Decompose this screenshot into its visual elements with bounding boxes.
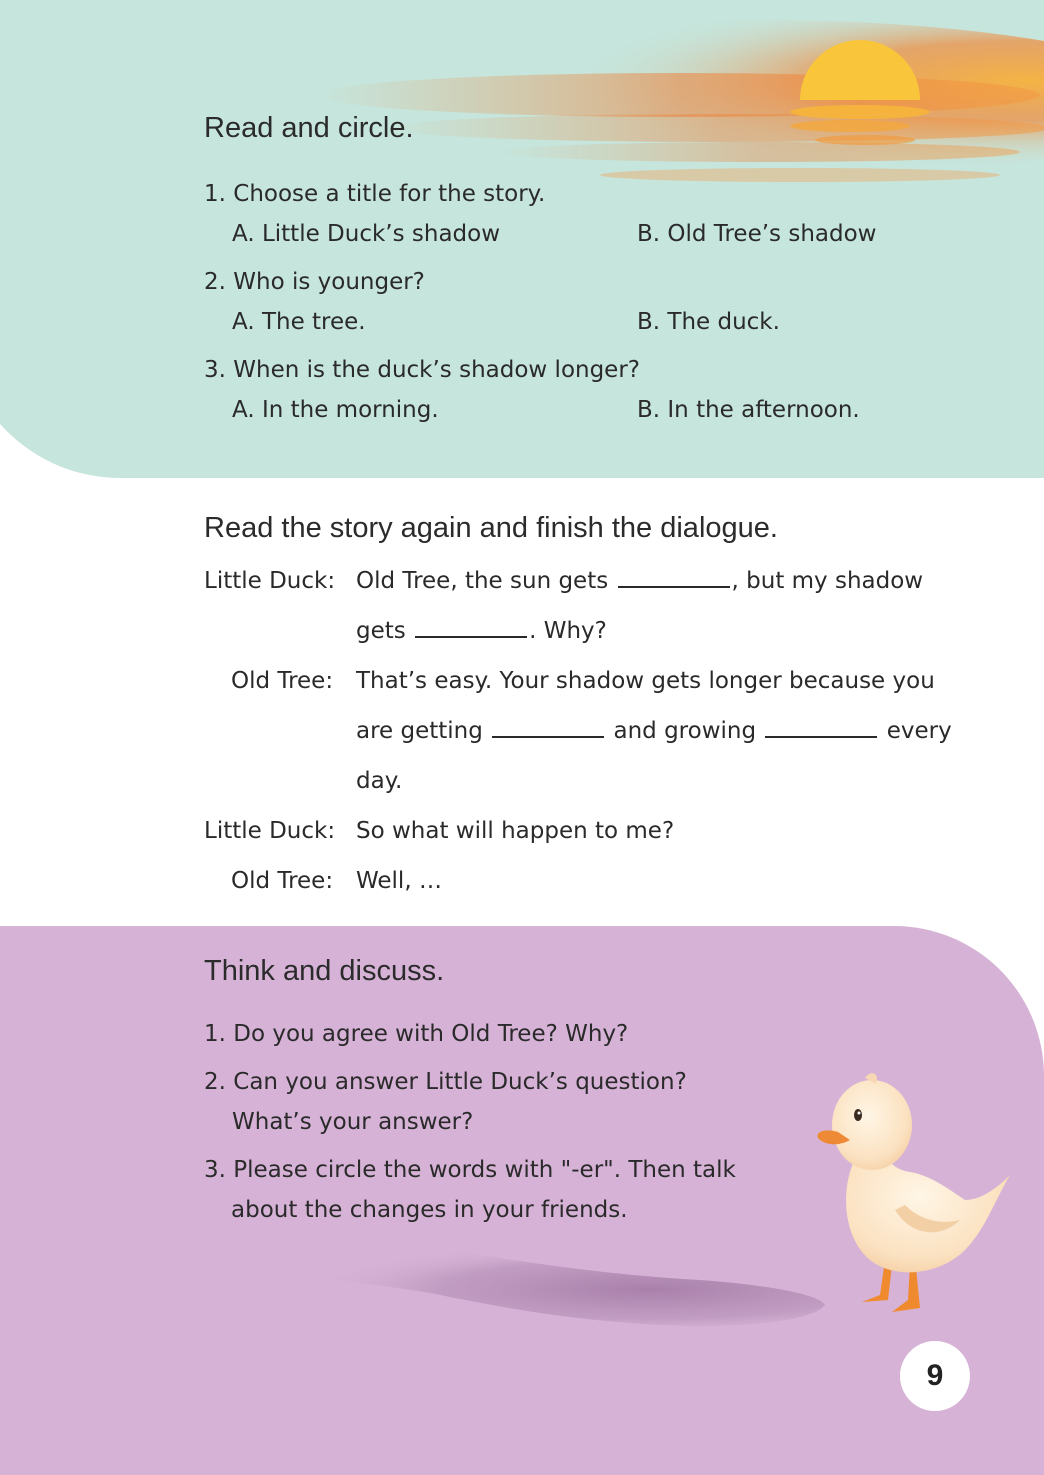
speaker-old-tree-2: Old Tree: [231, 868, 334, 894]
question-3-option-b[interactable]: B. In the afternoon. [637, 397, 860, 423]
duck-shadow-illustration [230, 1235, 830, 1335]
dialogue-line-7: Well, … [356, 868, 442, 894]
dialogue-line-5: day. [356, 768, 403, 794]
discuss-item-1: 1. Do you agree with Old Tree? Why? [204, 1021, 629, 1047]
page-number-badge [900, 1341, 970, 1411]
dialogue-line-1 [356, 566, 923, 596]
discuss-item-3: 3. Please circle the words with "-er". Then talk [204, 1157, 736, 1183]
dialogue-text: . Why? [529, 618, 607, 644]
dialogue-text: and growing [613, 718, 757, 744]
sunset-illustration [0, 0, 1044, 260]
think-and-discuss-heading: Think and discuss. [204, 955, 445, 987]
dialogue-heading: Read the story again and finish the dialogue. [204, 512, 778, 544]
discuss-item-2-cont: What’s your answer? [232, 1109, 474, 1135]
dialogue-text: are getting [356, 718, 483, 744]
dialogue-text: Old Tree, the sun gets [356, 568, 609, 594]
discuss-item-2: 2. Can you answer Little Duck’s question? [204, 1069, 687, 1095]
question-2-option-b[interactable]: B. The duck. [637, 309, 780, 335]
dialogue-line-6: So what will happen to me? [356, 818, 675, 844]
dialogue-text: , but my shadow [731, 568, 924, 594]
question-1-option-a[interactable]: A. Little Duck’s shadow [232, 221, 501, 247]
question-2-option-a[interactable]: A. The tree. [232, 309, 366, 335]
speaker-little-duck-2: Little Duck: [204, 818, 336, 844]
question-3: 3. When is the duck’s shadow longer? [204, 357, 641, 383]
page-number: 9 [926, 1359, 944, 1392]
speaker-little-duck: Little Duck: [204, 568, 336, 594]
dialogue-text: gets [356, 618, 406, 644]
dialogue-line-2 [356, 616, 607, 646]
answer-blank-3[interactable] [492, 716, 604, 738]
dialogue-line-3: That’s easy. Your shadow gets longer because you [356, 668, 935, 694]
dialogue-line-4 [356, 716, 952, 746]
little-duck-illustration [800, 1060, 1030, 1330]
speaker-old-tree: Old Tree: [231, 668, 334, 694]
dialogue-text: every [886, 718, 952, 744]
discuss-item-3-cont: about the changes in your friends. [231, 1197, 628, 1223]
answer-blank-1[interactable] [618, 566, 730, 588]
question-1-option-b[interactable]: B. Old Tree’s shadow [637, 221, 877, 247]
question-1: 1. Choose a title for the story. [204, 181, 546, 207]
answer-blank-2[interactable] [415, 616, 527, 638]
question-3-option-a[interactable]: A. In the morning. [232, 397, 439, 423]
read-and-circle-heading: Read and circle. [204, 112, 414, 144]
answer-blank-4[interactable] [765, 716, 877, 738]
question-2: 2. Who is younger? [204, 269, 425, 295]
